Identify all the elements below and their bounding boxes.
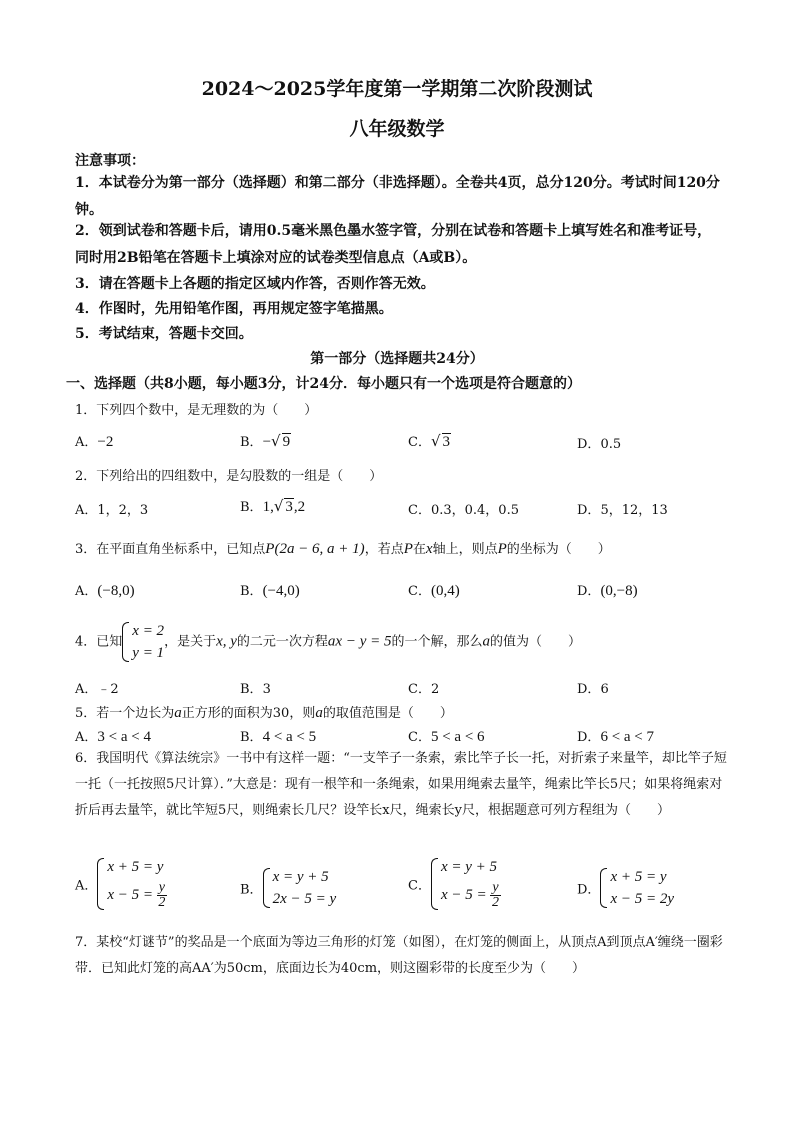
q1-option-d: D．0.5 [577,437,622,452]
q5-option-b: B．4 < a < 5 [240,729,317,745]
q6-option-c: C． x = y + 5 x − 5 = $\frac{y}{2}$ [408,856,501,912]
notice-heading: 注意事项： [75,153,145,169]
q6-stem: 6．我国明代《算法统宗》一书中有这样一题：“一支竿子一条索，索比竿子长一托，对折索子来量竿，却比竿子短一托（一托按照5尺计算）．”大意是：现有一根竿和一条绳索，如果用绳索去量竿，绳索比竿长5尺；如果将绳索对折后再去量竿，就比竿短5尺，则绳索长几尺？设竿长x尺，绳索长y尺，根据题意可列方程组为（ ） [75,751,727,818]
q3-option-b: B．(−4,0) [240,583,300,599]
q2-option-a: A．1，2，3 [75,503,149,518]
q1-option-b: B．−√ 9 [240,432,291,450]
notice-item-5: 5．考试结束，答题卡交回。 [75,326,253,342]
q3-option-a: A．(−8,0) [75,583,135,599]
q5-option-d: D．6 < a < 7 [577,729,655,745]
q4-stem: 4．已知 x = 2 y = 1 ，是关于x, y的二元一次方程ax − y = 5的一个解，那么a的值为（ ） [75,620,581,664]
q5-stem: 5．若一个边长为a正方形的面积为30，则a的取值范围是（ ） [75,705,453,721]
q4-option-c: C．2 [408,682,440,697]
notice-item-2: 2．领到试卷和答题卡后，请用0.5毫米黑色墨水签字管，分别在试卷和答题卡上填写姓名和准考证号，同时用2B铅笔在答题卡上填涂对应的试卷类型信息点（A或B）。 [75,223,712,266]
q1-option-a: A．−2 [75,434,114,450]
q4-option-a: A．﹣2 [75,682,119,697]
q6-option-b: B． x = y + 5 2x − 5 = y [240,866,336,910]
notice-item-3: 3．请在答题卡上各题的指定区域内作答，否则作答无效。 [75,276,435,292]
q3-stem: 3．在平面直角坐标系中，已知点P(2a − 6, a + 1)，若点P在x轴上，则点P的坐标为（ ） [75,541,611,557]
q2-option-b: B．1,√ 3,2 [240,497,306,515]
q4-option-b: B．3 [240,682,271,697]
q2-stem: 2．下列给出的四组数中，是勾股数的一组是（ ） [75,469,383,484]
q1-option-c: C．√ 3 [408,432,451,450]
q2-option-c: C．0.3，0.4，0.5 [408,503,519,518]
q6-option-d: D． x + 5 = y x − 5 = 2y [577,866,674,910]
section-heading: 一、选择题（共8小题，每小题3分，计24分．每小题只有一个选项是符合题意的） [66,376,581,392]
part1-heading: 第一部分（选择题共24分） [310,351,484,367]
exam-title: 2024～2025学年度第一学期第二次阶段测试 [201,78,593,100]
q1-stem: 1．下列四个数中，是无理数的为（ ） [75,403,318,418]
q2-option-d: D．5，12，13 [577,503,668,518]
notice-item-1: 1．本试卷分为第一部分（选择题）和第二部分（非选择题）。全卷共4页，总分120分。考试时间120分钟。 [75,175,720,218]
q5-option-a: A．3 < a < 4 [75,729,151,745]
q6-option-a: A． x + 5 = y x − 5 = $\frac{y}{2}$ [75,856,167,912]
q4-equation-system: x = 2 y = 1 [122,620,164,664]
notice-item-4: 4．作图时，先用铅笔作图，再用规定签字笔描黑。 [75,301,393,317]
q4-option-d: D．6 [577,682,609,697]
exam-subtitle: 八年级数学 [349,118,445,140]
q3-option-c: C．(0,4) [408,583,460,599]
q3-option-d: D．(0,−8) [577,583,638,599]
q7-stem: 7．某校“灯谜节”的奖品是一个底面为等边三角形的灯笼（如图），在灯笼的侧面上，从顶点A到顶点A′缠绕一圈彩带．已知此灯笼的高AA′为50cm，底面边长为40cm，则这圈彩带的长度至少为（ ） [75,935,723,976]
q5-option-c: C．5 < a < 6 [408,729,485,745]
